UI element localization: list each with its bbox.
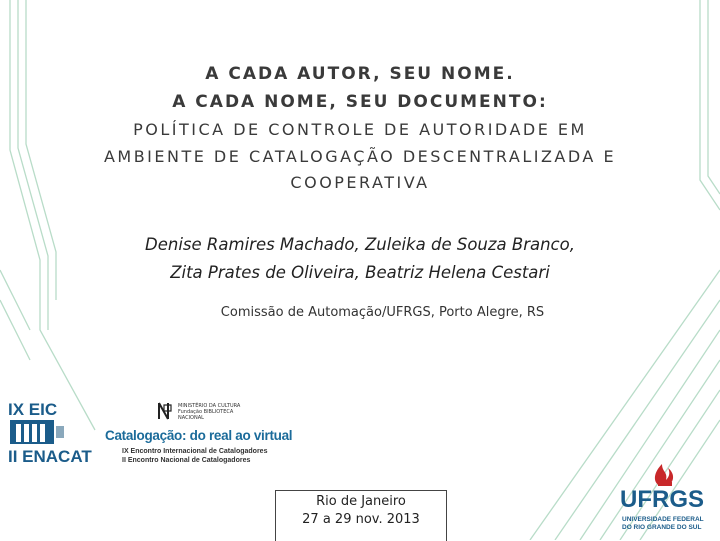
biblioteca-nacional-icon [156, 401, 174, 421]
eic-logo-graphic [8, 398, 98, 468]
eic-enacat-logo [8, 398, 98, 468]
catalogacao-tagline: Catalogação: do real ao virtual [105, 428, 293, 443]
ufrgs-subtitle-2: DO RIO GRANDE DO SUL [622, 524, 702, 531]
affiliation: Comissão de Automação/UFRGS, Porto Alegre, RS [220, 305, 545, 320]
ufrgs-name: UFRGS [620, 486, 704, 513]
event-place: Rio de Janeiro [316, 494, 406, 509]
svg-text:II ENACAT: II ENACAT [8, 447, 92, 466]
event-date: 27 a 29 nov. 2013 [302, 512, 420, 527]
ministerio-cultura-logo [156, 401, 256, 421]
encontro-nacional: II Encontro Nacional de Catalogadores [122, 457, 251, 464]
ufrgs-logo [620, 460, 712, 540]
title-line-4: AMBIENTE DE CATALOGAÇÃO DESCENTRALIZADA E [103, 147, 617, 166]
title-line-3: POLÍTICA DE CONTROLE DE AUTORIDADE EM [133, 120, 587, 139]
encontro-internacional: IX Encontro Internacional de Catalogadores [122, 448, 268, 455]
authors-line-2: Zita Prates de Oliveira, Beatriz Helena Cestari [170, 263, 550, 282]
event-info-box [275, 490, 447, 541]
ministerio-line-1: MINISTÉRIO DA CULTURA [178, 403, 241, 409]
ufrgs-subtitle-1: UNIVERSIDADE FEDERAL [622, 516, 704, 523]
title-line-1: A CADA AUTOR, SEU NOME. [205, 64, 515, 84]
authors-line-1: Denise Ramires Machado, Zuleika de Souza Branco, [145, 235, 575, 254]
ufrgs-flame-icon [620, 460, 712, 488]
ministerio-line-2: Fundação BIBLIOTECA NACIONAL [178, 409, 234, 421]
svg-text:IX EIC: IX EIC [8, 400, 58, 419]
title-line-5: COOPERATIVA [290, 173, 430, 192]
title-line-2: A CADA NOME, SEU DOCUMENTO: [172, 92, 548, 112]
